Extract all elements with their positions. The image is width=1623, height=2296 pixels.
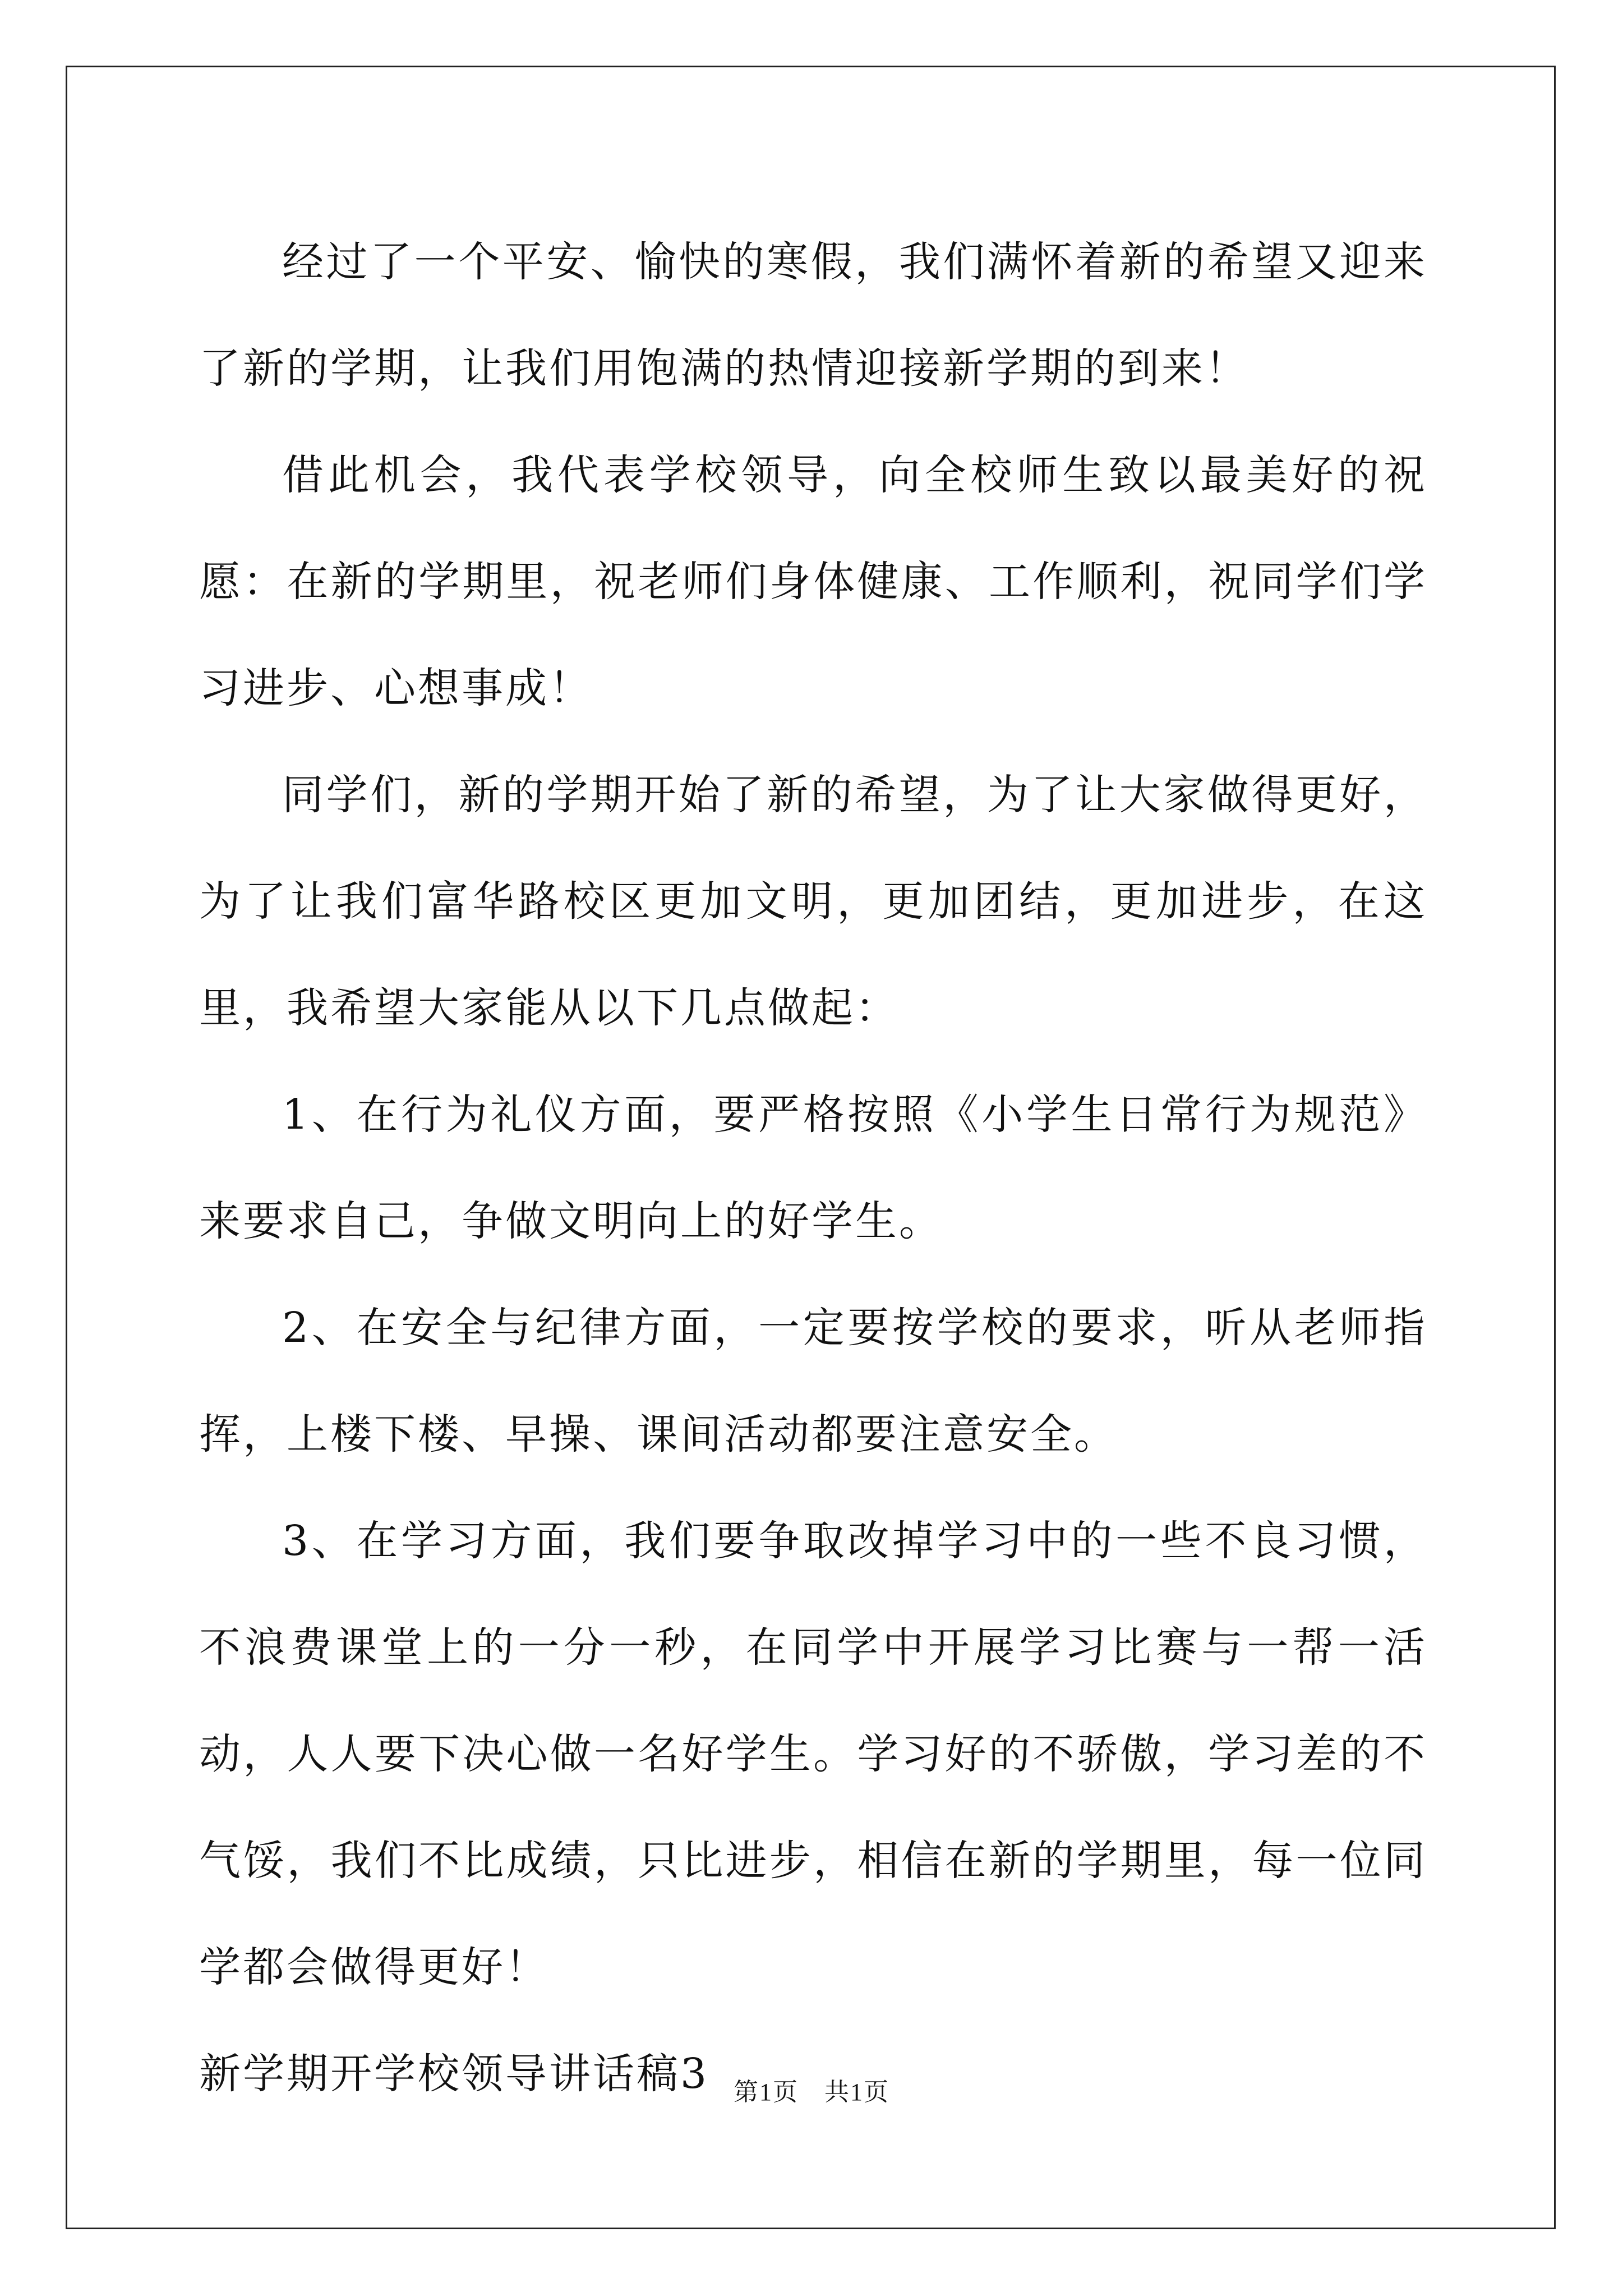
paragraph-point-1: 1、在行为礼仪方面，要严格按照《小学生日常行为规范》来要求自己，争做文明向上的好学生。: [199, 1091, 1427, 1245]
paragraph-introduction: 同学们，新的学期开始了新的希望，为了让大家做得更好，为了让我们富华路校区更加文明，更加团结，更加进步，在这里，我希望大家能从以下几点做起：: [199, 771, 1427, 1032]
page-number-footer: 第1页 共1页: [734, 2078, 889, 2106]
paragraph-wishes: 借此机会，我代表学校领导，向全校师生致以最美好的祝愿：在新的学期里，祝老师们身体健康、工作顺利，祝同学们学习进步、心想事成！: [199, 451, 1427, 712]
section-heading: 新学期开学校领导讲话稿3: [199, 2050, 709, 2098]
paragraph-greeting: 经过了一个平安、愉快的寒假，我们满怀着新的希望又迎来了新的学期，让我们用饱满的热情迎接新学期的到来！: [199, 238, 1427, 393]
paragraph-point-2: 2、在安全与纪律方面，一定要按学校的要求，听从老师指挥，上楼下楼、早操、课间活动都要注意安全。: [199, 1304, 1427, 1458]
document-body: [199, 209, 1427, 2127]
paragraph-point-3: 3、在学习方面，我们要争取改掉学习中的一些不良习惯，不浪费课堂上的一分一秒，在同学中开展学习比赛与一帮一活动，人人要下决心做一名好学生。学习好的不骄傲，学习差的不气馁，我们不比成绩，只比进步，相信在新的学期里，每一位同学都会做得更好！: [199, 1517, 1427, 1991]
